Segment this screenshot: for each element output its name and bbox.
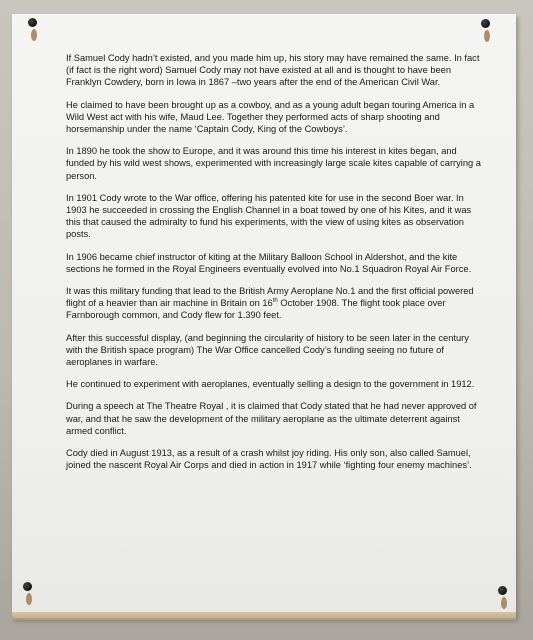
paragraph-6-ordinal: th (272, 298, 278, 305)
paragraph-3: In 1890 he took the show to Europe, and it was around this time his interest in kites began, and funded by his wild west shows, experimented with increasingly large scale kites capable of carrying a person. (66, 146, 481, 181)
paragraph-1: If Samuel Cody hadn’t existed, and you made him up, his story may have remained the same. In fact (if fact is the right word) Samuel Cody may not have existed at all and is thought to have been Franklyn Cowdery, born in Iowa in 1867 –two years after the end of the American Civil War. (66, 53, 480, 88)
paragraph-7: After this successful display, (and beginning the circularity of history to be seen later in the century with the British space program) The War Office cancelled Cody’s funding seeing no future of aeroplanes in warfare. (66, 332, 469, 368)
paragraph-5: In 1906 became chief instructor of kiting at the Military Balloon School in Aldershot, and the kite sections he formed in the Royal Engineers eventually evolved into No.1 Squadron Royal Air Force. (66, 251, 472, 274)
paragraph-6-text-b: October 1908. The flight took place over Farnborough common, and Cody flew for 1.390 feet. (66, 298, 446, 321)
notice-text (66, 52, 486, 481)
paragraph-6-text-a: It was this military funding that lead to the British Army Aeroplane No.1 and the first official powered flight of a heavier than air machine in Britain on 16 (66, 286, 474, 309)
pin-bottom-right-icon (498, 586, 508, 596)
paragraph-4: In 1901 Cody wrote to the War office, offering his patented kite for use in the second Boer war. In 1903 he succeeded in crossing the English Channel in a boat towed by one of his Kites, and it was this that caused the admiralty to fund his experiments, with the view of using kites as observation posts. (66, 192, 472, 240)
paragraph-9: During a speech at The Theatre Royal , it is claimed that Cody stated that he had never approved of war, and that he saw the development of the military aeroplane as the ultimate deterrent against armed conflict. (66, 401, 477, 436)
paragraph-10: Cody died in August 1913, as a result of a crash whilst joy riding. His only son, also called Samuel, joined the nascent Royal Air Corps and died in action in 1917 while ‘fighting four enemy machines’. (66, 448, 472, 471)
paragraph-6 (66, 285, 486, 322)
pin-top-right-icon (481, 19, 491, 29)
pin-top-left-icon (28, 18, 38, 28)
paragraph-8: He continued to experiment with aeroplanes, eventually selling a design to the government in 1912. (66, 379, 475, 390)
sheet-bottom-edge (12, 612, 516, 620)
pin-bottom-left-icon (23, 582, 33, 592)
paragraph-2: He claimed to have been brought up as a cowboy, and as a young adult began touring America in a Wild West act with his wife, Maud Lee. Together they performed acts of sharp shooting and horsemanship under the name ‘Captain Cody, King of the Cowboys’. (66, 99, 475, 135)
